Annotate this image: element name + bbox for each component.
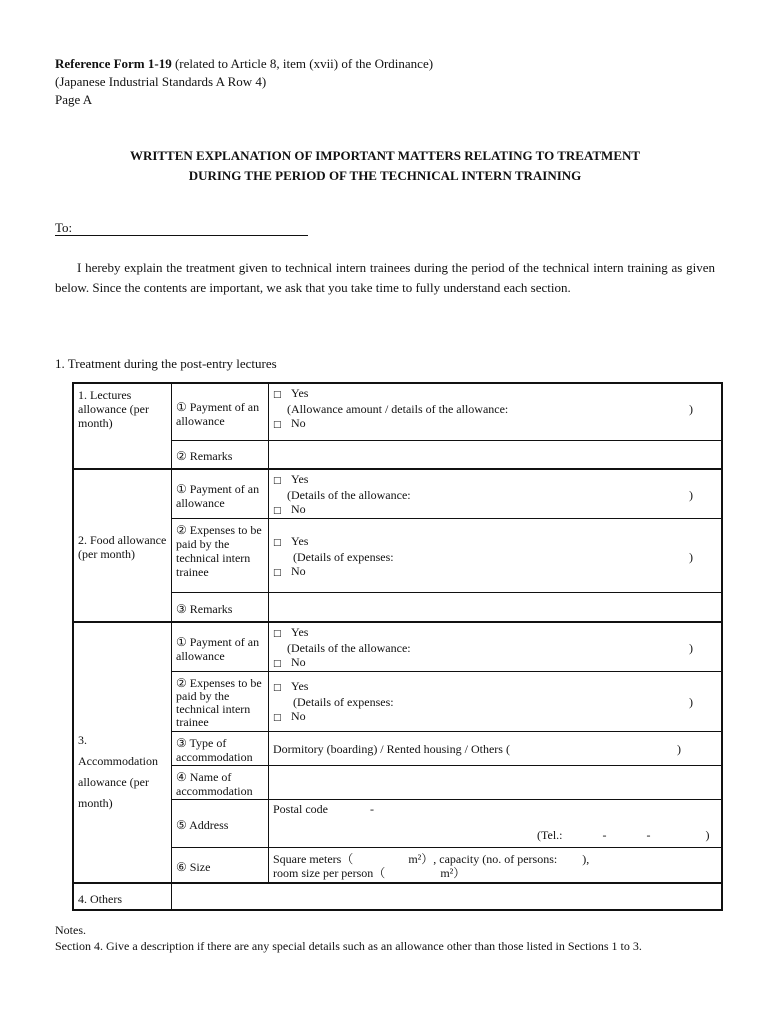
lectures-label: 1. Lectures allowance (per month): [73, 383, 172, 469]
checkbox-icon[interactable]: □: [273, 658, 282, 669]
notes-title: Notes.: [55, 923, 86, 937]
accommodation-type-field[interactable]: Dormitory (boarding) / Rented housing / Others ( ): [269, 731, 723, 765]
checkbox-icon[interactable]: □: [273, 683, 282, 693]
food-payment-detail: (Details of the allowance:: [287, 488, 411, 502]
food-expenses-options[interactable]: □ Yes (Details of expenses: ) □ No: [269, 519, 723, 593]
checkbox-icon[interactable]: □: [273, 506, 282, 516]
others-label: 4. Others: [73, 883, 172, 910]
accommodation-type-label: ③ Type of accommodation: [172, 731, 269, 765]
accommodation-payment-label: ① Payment of an allowance: [172, 622, 269, 672]
notes: [55, 922, 717, 954]
checkbox-icon[interactable]: □: [273, 420, 282, 430]
accommodation-payment-options[interactable]: □ Yes (Details of the allowance: ) □ No: [269, 622, 723, 672]
accommodation-size-field[interactable]: Square meters（ m²）, capacity (no. of persons: ), room size per person（ m²）: [269, 847, 723, 883]
accommodation-address-label: ⑤ Address: [172, 799, 269, 847]
accommodation-expenses-options[interactable]: □ Yes (Details of expenses: ) □ No: [269, 671, 723, 731]
reference-header: [55, 55, 433, 109]
accommodation-expenses-detail: (Details of expenses:: [293, 695, 394, 709]
checkbox-icon[interactable]: □: [273, 390, 282, 400]
document-title: WRITTEN EXPLANATION OF IMPORTANT MATTERS RELATING TO TREATMENT DURING THE PERIOD OF THE TECHNICAL INTERN TRAINING: [129, 148, 641, 183]
lectures-payment-detail: (Allowance amount / details of the allowance:: [287, 402, 509, 416]
treatment-table: [72, 382, 723, 911]
form-number: Reference Form 1-19: [55, 56, 172, 71]
food-remarks-field[interactable]: [269, 593, 723, 622]
food-expenses-label: ② Expenses to be paid by the technical intern trainee: [172, 519, 269, 593]
standards-line: (Japanese Industrial Standards A Row 4): [55, 74, 267, 89]
food-expenses-detail: (Details of expenses:: [293, 549, 394, 564]
accommodation-payment-detail: (Details of the allowance:: [287, 640, 411, 655]
accommodation-name-field[interactable]: [269, 765, 723, 799]
food-payment-options[interactable]: □ Yes (Details of the allowance: ) □ No: [269, 469, 723, 519]
others-field[interactable]: [172, 883, 723, 910]
checkbox-icon[interactable]: □: [273, 567, 282, 578]
intro-paragraph: I hereby explain the treatment given to technical intern trainees during the period of the technical intern training as given below. Since the contents are important, we ask that you take time to fully understand each section.: [55, 260, 715, 295]
postal-code-label: Postal code: [273, 801, 328, 816]
food-label: 2. Food allowance (per month): [73, 469, 172, 622]
accommodation-label: 3. Accommodation allowance (per month): [73, 622, 172, 884]
tel-line: (Tel.: - - ): [537, 827, 710, 842]
notes-text: Section 4. Give a description if there are any special details such as an allowance other than those listed in Sections 1 to 3.: [55, 939, 642, 953]
lectures-payment-options[interactable]: □ Yes (Allowance amount / details of the allowance: ) □ No: [269, 383, 723, 440]
accommodation-address-field[interactable]: [269, 799, 723, 847]
lectures-payment-label: ① Payment of an allowance: [172, 383, 269, 440]
food-remarks-label: ③ Remarks: [172, 593, 269, 622]
form-reference: (related to Article 8, item (xvii) of the Ordinance): [171, 56, 434, 71]
to-field[interactable]: [55, 220, 308, 236]
food-payment-label: ① Payment of an allowance: [172, 469, 269, 519]
accommodation-type-value: Dormitory (boarding) / Rented housing / Others (: [273, 742, 510, 756]
accommodation-name-label: ④ Name of accommodation: [172, 765, 269, 799]
page-label: Page A: [55, 92, 93, 107]
to-label: To:: [55, 220, 73, 235]
checkbox-icon[interactable]: □: [273, 628, 282, 639]
lectures-remarks-label: ② Remarks: [172, 440, 269, 469]
checkbox-icon[interactable]: □: [273, 713, 282, 723]
postal-dash: -: [370, 801, 374, 816]
section-title: 1. Treatment during the post-entry lectures: [55, 356, 277, 371]
checkbox-icon[interactable]: □: [273, 537, 282, 548]
accommodation-expenses-label: ② Expenses to be paid by the technical intern trainee: [172, 671, 269, 731]
accommodation-size-label: ⑥ Size: [172, 847, 269, 883]
lectures-remarks-field[interactable]: [269, 440, 723, 469]
checkbox-icon[interactable]: □: [273, 476, 282, 486]
